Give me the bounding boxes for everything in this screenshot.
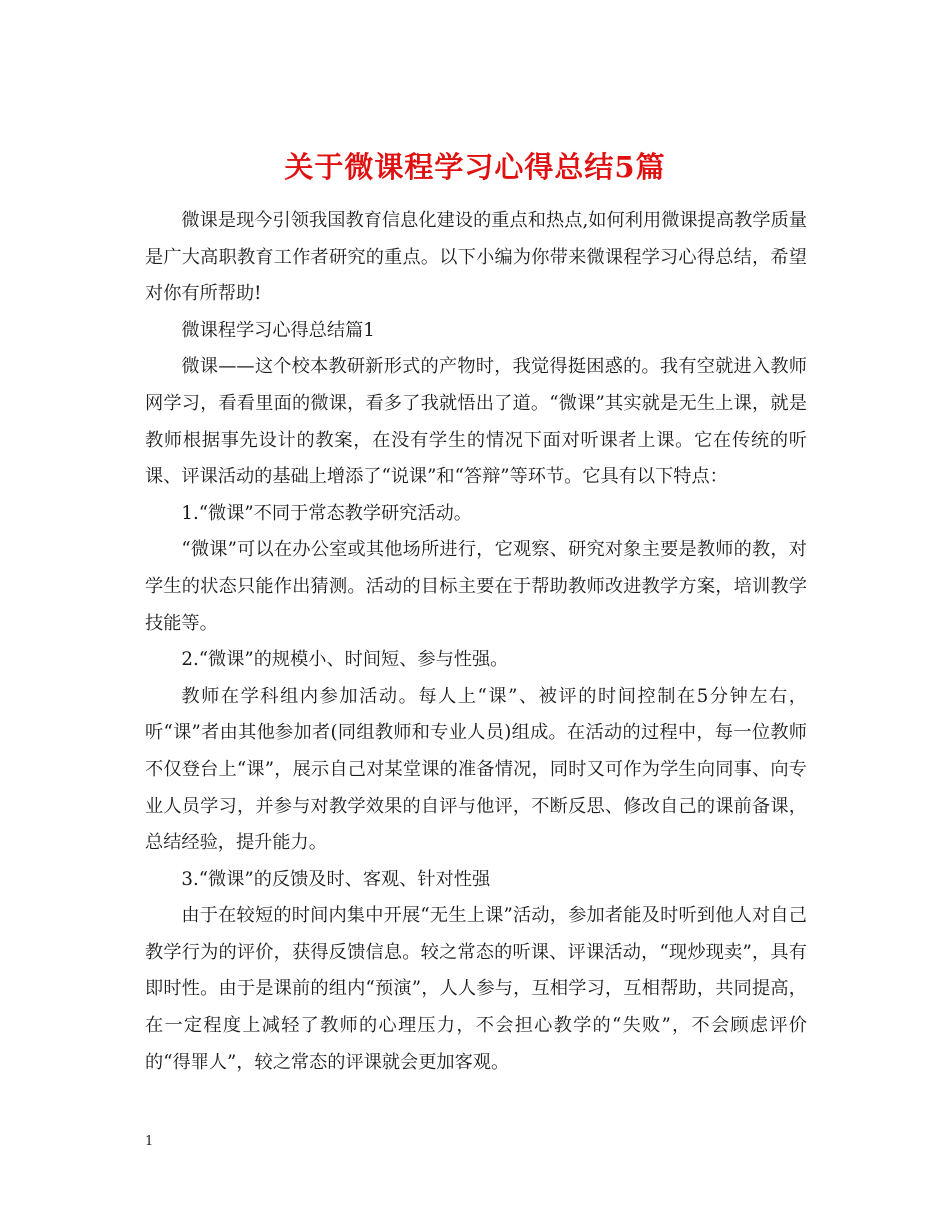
intro-paragraph: 微课是现今引领我国教育信息化建设的重点和热点,如何利用微课提高教学质量是广大高职教育工作者研究的重点。以下小编为你带来微课程学习心得总结，希望对你有所帮助! bbox=[145, 210, 807, 305]
page-number: 1 bbox=[145, 1134, 154, 1149]
feature-heading-3: 3.“微课”的反馈及时、客观、针对性强 bbox=[181, 868, 491, 890]
section-heading-1: 微课程学习心得总结篇1 bbox=[181, 319, 375, 341]
body-paragraph: 微课——这个校本教研新形式的产物时，我觉得挺困惑的。我有空就进入教师网学习，看看里面的微课，看多了我就悟出了道。“微课”其实就是无生上课，就是教师根据事先设计的教案，在没有学生的情况下面对听课者上课。它在传统的听课、评课活动的基础上增添了“说课”和“答辩”等环节。它具有以下特点： bbox=[145, 356, 807, 488]
body-paragraph: “微课”可以在办公室或其他场所进行，它观察、研究对象主要是教师的教，对学生的状态只能作出猜测。活动的目标主要在于帮助教师改进教学方案，培训教学技能等。 bbox=[145, 539, 807, 634]
body-paragraph: 由于在较短的时间内集中开展“无生上课”活动，参加者能及时听到他人对自己教学行为的评价，获得反馈信息。较之常态的听课、评课活动，“现炒现卖”，具有即时性。由于是课前的组内“预演”，人人参与，互相学习，互相帮助，共同提高，在一定程度上减轻了教师的心理压力，不会担心教学的“失败”，不会顾虑评价的“得罪人”，较之常态的评课就会更加客观。 bbox=[145, 905, 807, 1073]
feature-heading-2: 2.“微课”的规模小、时间短、参与性强。 bbox=[181, 649, 509, 671]
document-body bbox=[145, 203, 807, 1081]
feature-heading-1: 1.“微课”不同于常态教学研究活动。 bbox=[181, 502, 472, 524]
body-paragraph: 教师在学科组内参加活动。每人上“课”、被评的时间控制在5分钟左右，听“课”者由其他参加者(同组教师和专业人员)组成。在活动的过程中，每一位教师不仅登台上“课”，展示自己对某堂课的准备情况，同时又可作为学生向同事、向专业人员学习，并参与对教学效果的自评与他评，不断反思、修改自己的课前备课，总结经验，提升能力。 bbox=[145, 685, 807, 854]
document-title: 关于微课程学习心得总结5篇 bbox=[284, 150, 666, 185]
